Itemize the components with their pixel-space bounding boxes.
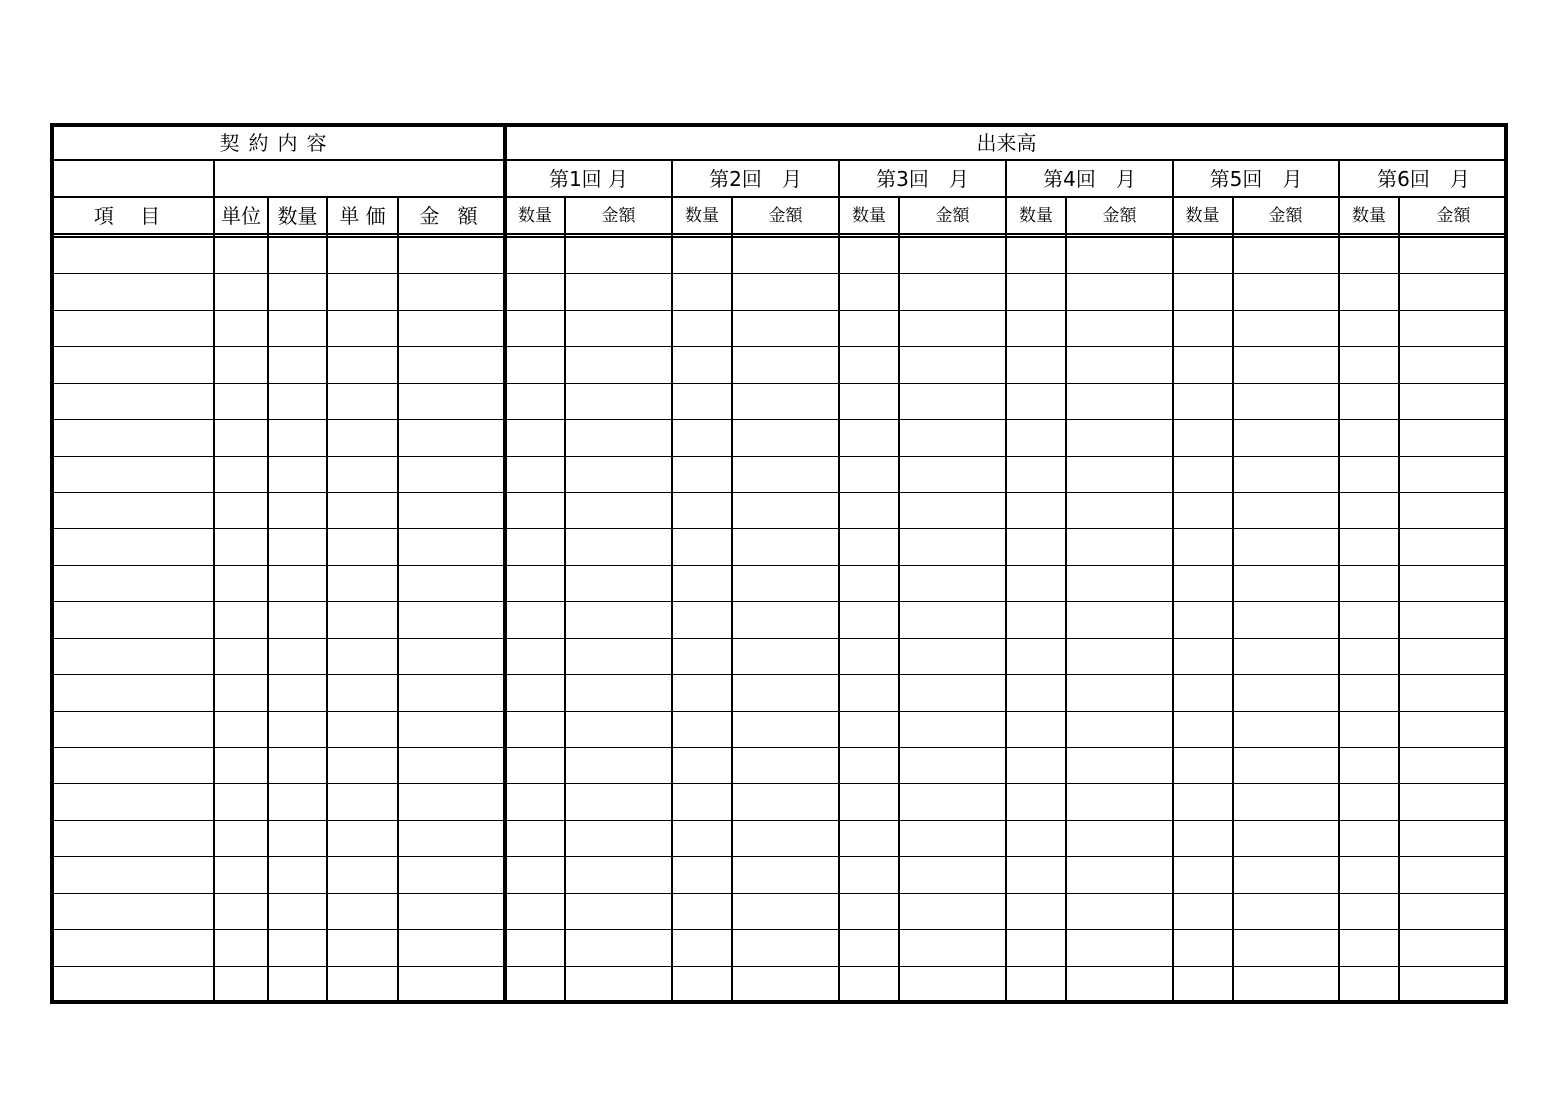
round-6-amount-header: 金額	[1436, 205, 1471, 226]
round-6-quantity-header: 数量	[1352, 205, 1386, 226]
progress-section-header: 出来高	[976, 130, 1037, 155]
round-5-amount-header: 金額	[1268, 205, 1303, 226]
round-5-label: 第5回 月	[1209, 166, 1303, 191]
round-3-amount-header: 金額	[935, 205, 970, 226]
round-2-quantity-header: 数量	[685, 205, 719, 226]
unit-price-column-header: 単 価	[339, 204, 386, 228]
form-border	[52, 125, 1506, 1002]
round-5-quantity-header: 数量	[1185, 205, 1220, 226]
round-3-quantity-header: 数量	[852, 205, 886, 226]
round-1-amount-header: 金額	[601, 205, 636, 226]
round-1-label: 第1回 月	[548, 166, 629, 191]
progress-payment-form	[50, 123, 1508, 1004]
item-column-header: 項 目	[93, 204, 171, 228]
round-4-quantity-header: 数量	[1019, 205, 1053, 226]
round-1-quantity-header: 数量	[518, 205, 552, 226]
contract-section-header: 契約内容	[219, 130, 336, 155]
round-3-label: 第3回 月	[876, 166, 969, 191]
round-4-amount-header: 金額	[1102, 205, 1137, 226]
round-2-label: 第2回 月	[709, 166, 802, 191]
amount-column-header: 金 額	[419, 204, 484, 228]
round-2-amount-header: 金額	[768, 205, 803, 226]
round-6-label: 第6回 月	[1377, 166, 1470, 191]
quantity-column-header: 数量	[277, 204, 318, 228]
form-grid	[50, 123, 1508, 1004]
round-4-label: 第4回 月	[1043, 166, 1136, 191]
unit-column-header: 単位	[221, 204, 261, 228]
